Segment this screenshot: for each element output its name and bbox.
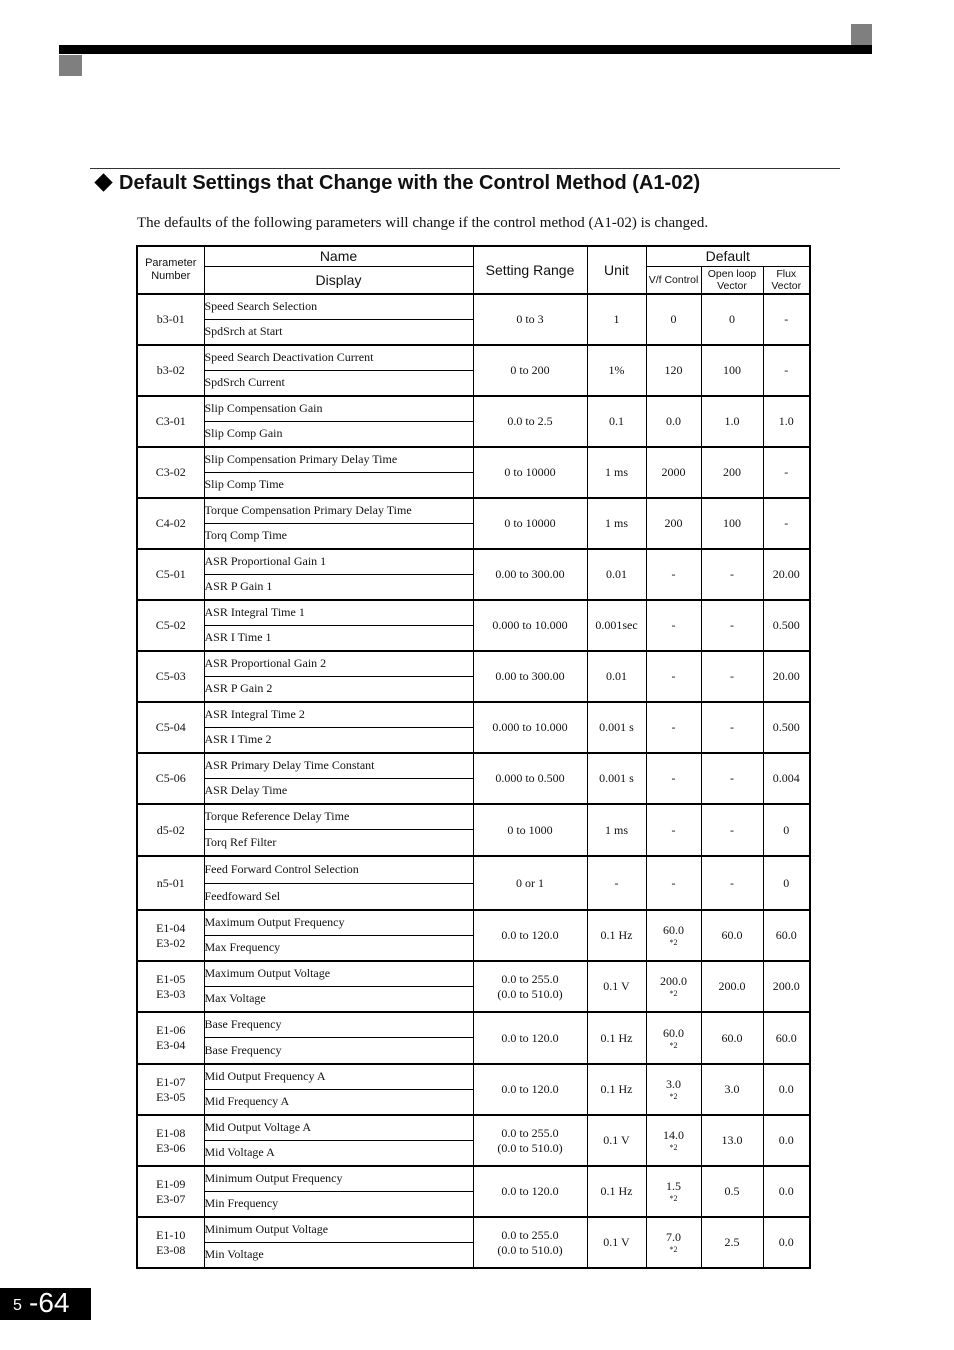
- param-number: C4-02: [155, 516, 186, 530]
- unit-cell: 0.001 s: [587, 753, 646, 804]
- page-dash-number: -64: [29, 1287, 70, 1318]
- param-display: SpdSrch at Start: [204, 319, 473, 345]
- default-vf-value: 200: [664, 516, 683, 530]
- param-display: ASR I Time 2: [204, 727, 473, 753]
- unit-cell: 1 ms: [587, 498, 646, 549]
- default-flux-cell: 0: [763, 856, 810, 910]
- header-unit: Unit: [587, 246, 646, 294]
- default-vf-value: -: [671, 720, 676, 734]
- unit-cell: 1: [587, 294, 646, 345]
- setting-range: 0 to 3: [516, 312, 544, 326]
- param-number: C5-03: [155, 669, 186, 683]
- default-vf-value: -: [671, 567, 676, 581]
- header-vf-control: V/f Control: [646, 266, 701, 294]
- param-number-cell: [137, 702, 204, 753]
- default-flux-cell: 60.0: [763, 910, 810, 961]
- setting-range: 0 to 200: [510, 363, 550, 377]
- param-display: Max Frequency: [204, 935, 473, 961]
- default-vf-value: -: [671, 669, 676, 683]
- param-number: b3-01: [156, 312, 185, 326]
- setting-range: 0 to 10000: [504, 465, 556, 479]
- unit-cell: 0.1 Hz: [587, 910, 646, 961]
- table-row: [137, 1064, 810, 1089]
- default-flux-cell: 0.500: [763, 702, 810, 753]
- header-bar: [59, 45, 872, 54]
- setting-range: 0.00 to 300.00: [495, 567, 565, 581]
- default-olv-cell: -: [701, 804, 763, 856]
- default-vf-cell: [646, 1166, 701, 1217]
- default-olv-cell: 3.0: [701, 1064, 763, 1115]
- default-flux-cell: 20.00: [763, 651, 810, 702]
- param-number: E1-04: [156, 920, 186, 935]
- param-name: Mid Output Voltage A: [204, 1115, 473, 1140]
- header-flux-vector: Flux Vector: [763, 266, 810, 294]
- default-vf-value: 2000: [661, 465, 686, 479]
- default-olv-cell: 13.0: [701, 1115, 763, 1166]
- param-number: C3-01: [155, 414, 186, 428]
- unit-cell: 0.01: [587, 549, 646, 600]
- default-olv-cell: -: [701, 600, 763, 651]
- section-rule: [90, 168, 840, 169]
- setting-range-cell: [473, 1012, 587, 1064]
- param-number: C5-01: [155, 567, 186, 581]
- footnote-ref: *2: [669, 989, 678, 998]
- param-number-cell: [137, 600, 204, 651]
- setting-range-cell: [473, 498, 587, 549]
- param-name: Maximum Output Voltage: [204, 961, 473, 986]
- setting-range-cell: [473, 651, 587, 702]
- param-number: E1-07: [156, 1074, 186, 1089]
- default-vf-value: -: [671, 618, 676, 632]
- unit-cell: 0.01: [587, 651, 646, 702]
- default-flux-cell: -: [763, 498, 810, 549]
- setting-range: 0.000 to 0.500: [495, 771, 565, 785]
- header-parameter-number: Parameter Number: [137, 246, 204, 294]
- param-display: Slip Comp Time: [204, 472, 473, 498]
- param-display: Feedfoward Sel: [204, 883, 473, 910]
- setting-range-cell: [473, 856, 587, 910]
- default-olv-cell: -: [701, 856, 763, 910]
- default-vf-cell: [646, 345, 701, 396]
- param-number-cell: [137, 1012, 204, 1064]
- param-number: E1-09: [156, 1176, 186, 1191]
- intro-paragraph: The defaults of the following parameters will change if the control method (A1-02) is changed.: [137, 215, 709, 231]
- default-vf-cell: [646, 396, 701, 447]
- setting-range: 0.0 to 255.0: [501, 1227, 559, 1242]
- default-vf-cell: [646, 1217, 701, 1268]
- table-row: [137, 651, 810, 676]
- default-flux-cell: 0.0: [763, 1115, 810, 1166]
- default-vf-cell: [646, 549, 701, 600]
- param-display: Mid Voltage A: [204, 1140, 473, 1166]
- header-setting-range: Setting Range: [473, 246, 587, 294]
- setting-range-cell: [473, 1166, 587, 1217]
- default-flux-cell: 20.00: [763, 549, 810, 600]
- param-number-cell: [137, 1064, 204, 1115]
- default-olv-cell: 200: [701, 447, 763, 498]
- default-vf-cell: [646, 651, 701, 702]
- setting-range: 0 to 1000: [507, 822, 553, 837]
- setting-range: (0.0 to 510.0): [497, 1242, 563, 1257]
- default-flux-cell: 0: [763, 804, 810, 856]
- param-display: ASR P Gain 1: [204, 574, 473, 600]
- default-vf-value: 0.0: [666, 414, 681, 428]
- param-name: ASR Integral Time 2: [204, 702, 473, 727]
- footnote-ref: *2: [669, 1194, 678, 1203]
- param-number: E1-10: [156, 1227, 186, 1242]
- param-number-cell: [137, 651, 204, 702]
- default-olv-cell: 100: [701, 345, 763, 396]
- param-name: Speed Search Deactivation Current: [204, 345, 473, 370]
- unit-cell: 0.1 Hz: [587, 1064, 646, 1115]
- table-row: [137, 702, 810, 727]
- default-olv-cell: -: [701, 651, 763, 702]
- parameter-table: [136, 245, 811, 1269]
- table-row: [137, 498, 810, 523]
- default-vf-value: 1.5: [666, 1179, 681, 1193]
- setting-range: 0 to 10000: [504, 516, 556, 530]
- setting-range-cell: [473, 600, 587, 651]
- table-row: [137, 294, 810, 319]
- footnote-ref: *2: [669, 1245, 678, 1254]
- setting-range: 0.0 to 120.0: [501, 1030, 559, 1045]
- section-title: [93, 172, 700, 195]
- table-row: [137, 910, 810, 935]
- param-number: E1-06: [156, 1023, 186, 1037]
- table-row: [137, 804, 810, 829]
- param-number-cell: [137, 1166, 204, 1217]
- default-flux-cell: 0.004: [763, 753, 810, 804]
- default-flux-cell: 0.500: [763, 600, 810, 651]
- setting-range-cell: [473, 753, 587, 804]
- param-number: E3-08: [156, 1242, 186, 1257]
- param-display: Torq Ref Filter: [204, 829, 473, 856]
- default-vf-cell: [646, 910, 701, 961]
- param-name: Slip Compensation Gain: [204, 396, 473, 421]
- default-vf-cell: [646, 294, 701, 345]
- unit-cell: 0.1 V: [587, 1217, 646, 1268]
- chapter-number: 5: [13, 1297, 22, 1314]
- param-number: E3-06: [156, 1140, 186, 1155]
- param-number-cell: [137, 753, 204, 804]
- unit-cell: 1 ms: [587, 447, 646, 498]
- param-number-cell: [137, 804, 204, 856]
- param-display: SpdSrch Current: [204, 370, 473, 396]
- default-vf-value: -: [671, 771, 676, 785]
- setting-range-cell: [473, 345, 587, 396]
- setting-range: 0.000 to 10.000: [492, 618, 568, 632]
- default-vf-value: 0: [670, 312, 677, 326]
- default-vf-value: 60.0: [663, 923, 684, 937]
- setting-range-cell: [473, 1217, 587, 1268]
- parameter-rows: [137, 294, 810, 1268]
- setting-range: (0.0 to 510.0): [497, 1140, 563, 1155]
- default-vf-cell: [646, 1064, 701, 1115]
- table-row: [137, 1012, 810, 1037]
- param-number: E3-03: [156, 986, 186, 1001]
- setting-range: 0.0 to 255.0: [501, 971, 559, 986]
- default-flux-cell: -: [763, 447, 810, 498]
- default-vf-cell: [646, 600, 701, 651]
- param-number-cell: [137, 961, 204, 1012]
- default-vf-value: 200.0: [660, 974, 687, 988]
- param-number: b3-02: [156, 363, 185, 377]
- default-vf-value: 120: [664, 363, 683, 377]
- table-row: [137, 345, 810, 370]
- param-number: C3-02: [155, 465, 186, 479]
- param-number-cell: [137, 549, 204, 600]
- header-marker-left: [59, 55, 82, 76]
- header-display: Display: [204, 266, 473, 294]
- section-title-text: Default Settings that Change with the Control Method (A1-02): [119, 172, 701, 194]
- unit-cell: 1%: [587, 345, 646, 396]
- default-olv-cell: -: [701, 702, 763, 753]
- unit-cell: 0.1 V: [587, 1115, 646, 1166]
- default-vf-cell: [646, 804, 701, 856]
- table-row: [137, 1115, 810, 1140]
- param-number: E3-04: [156, 1038, 186, 1052]
- setting-range: 0.0 to 120.0: [501, 1184, 559, 1198]
- default-vf-value: 14.0: [663, 1128, 684, 1142]
- param-name: Mid Output Frequency A: [204, 1064, 473, 1089]
- param-display: Min Frequency: [204, 1191, 473, 1217]
- footnote-ref: *2: [669, 938, 678, 947]
- param-name: Feed Forward Control Selection: [204, 856, 473, 883]
- param-number: E1-08: [156, 1125, 186, 1140]
- param-name: ASR Proportional Gain 1: [204, 549, 473, 574]
- default-olv-cell: -: [701, 753, 763, 804]
- default-flux-cell: 1.0: [763, 396, 810, 447]
- param-number: d5-02: [156, 822, 185, 837]
- default-olv-cell: 100: [701, 498, 763, 549]
- footnote-ref: *2: [669, 1040, 678, 1050]
- setting-range-cell: [473, 294, 587, 345]
- default-flux-cell: 0.0: [763, 1166, 810, 1217]
- setting-range: 0 or 1: [516, 875, 544, 890]
- default-vf-cell: [646, 498, 701, 549]
- param-name: ASR Proportional Gain 2: [204, 651, 473, 676]
- setting-range-cell: [473, 910, 587, 961]
- setting-range: 0.0 to 255.0: [501, 1125, 559, 1140]
- table-row: [137, 447, 810, 472]
- header-marker-right: [851, 24, 872, 45]
- table-row: [137, 961, 810, 986]
- default-vf-cell: [646, 447, 701, 498]
- footnote-ref: *2: [669, 1143, 678, 1152]
- param-name: Minimum Output Voltage: [204, 1217, 473, 1242]
- param-name: Torque Compensation Primary Delay Time: [204, 498, 473, 523]
- param-name: Speed Search Selection: [204, 294, 473, 319]
- setting-range-cell: [473, 1115, 587, 1166]
- setting-range: (0.0 to 510.0): [497, 986, 563, 1001]
- unit-cell: -: [587, 856, 646, 910]
- param-name: ASR Integral Time 1: [204, 600, 473, 625]
- default-olv-cell: 2.5: [701, 1217, 763, 1268]
- page-number: [0, 1288, 91, 1320]
- default-olv-cell: -: [701, 549, 763, 600]
- setting-range: 0.00 to 300.00: [495, 669, 565, 683]
- setting-range-cell: [473, 396, 587, 447]
- param-number-cell: [137, 1217, 204, 1268]
- setting-range-cell: [473, 804, 587, 856]
- param-display: Mid Frequency A: [204, 1089, 473, 1115]
- unit-cell: 1 ms: [587, 804, 646, 856]
- default-flux-cell: -: [763, 345, 810, 396]
- default-olv-cell: 60.0: [701, 910, 763, 961]
- param-display: Base Frequency: [204, 1037, 473, 1064]
- table-row: [137, 600, 810, 625]
- param-display: ASR I Time 1: [204, 625, 473, 651]
- setting-range: 0.0 to 120.0: [501, 1082, 559, 1096]
- default-vf-value: 7.0: [666, 1230, 681, 1244]
- table-row: [137, 1217, 810, 1242]
- default-vf-cell: [646, 753, 701, 804]
- default-vf-cell: [646, 1012, 701, 1064]
- param-number-cell: [137, 498, 204, 549]
- unit-cell: 0.1 Hz: [587, 1012, 646, 1064]
- setting-range: 0.0 to 2.5: [507, 414, 553, 428]
- unit-cell: 0.1: [587, 396, 646, 447]
- diamond-bullet-icon: [94, 174, 112, 192]
- header-open-loop-vector: Open loop Vector: [701, 266, 763, 294]
- param-number-cell: [137, 447, 204, 498]
- param-number-cell: [137, 910, 204, 961]
- table-row: [137, 856, 810, 883]
- setting-range-cell: [473, 549, 587, 600]
- param-name: Base Frequency: [204, 1012, 473, 1037]
- default-olv-cell: 60.0: [701, 1012, 763, 1064]
- setting-range-cell: [473, 702, 587, 753]
- header-name: Name: [204, 246, 473, 266]
- setting-range: 0.0 to 120.0: [501, 928, 559, 942]
- setting-range-cell: [473, 447, 587, 498]
- table-row: [137, 549, 810, 574]
- param-display: ASR Delay Time: [204, 778, 473, 804]
- default-vf-cell: [646, 856, 701, 910]
- unit-cell: 0.001sec: [587, 600, 646, 651]
- default-vf-value: 60.0: [663, 1025, 684, 1040]
- param-name: Minimum Output Frequency: [204, 1166, 473, 1191]
- param-number: E3-02: [156, 935, 186, 950]
- param-number: E3-07: [156, 1191, 186, 1206]
- param-name: ASR Primary Delay Time Constant: [204, 753, 473, 778]
- default-flux-cell: 200.0: [763, 961, 810, 1012]
- default-flux-cell: -: [763, 294, 810, 345]
- default-vf-value: -: [671, 875, 676, 890]
- param-name: Slip Compensation Primary Delay Time: [204, 447, 473, 472]
- default-olv-cell: 1.0: [701, 396, 763, 447]
- default-flux-cell: 60.0: [763, 1012, 810, 1064]
- header-default: Default: [646, 246, 810, 266]
- param-display: ASR P Gain 2: [204, 676, 473, 702]
- param-number-cell: [137, 1115, 204, 1166]
- unit-cell: 0.1 V: [587, 961, 646, 1012]
- param-display: Max Voltage: [204, 986, 473, 1012]
- default-olv-cell: 0.5: [701, 1166, 763, 1217]
- param-number: E3-05: [156, 1089, 186, 1104]
- param-display: Torq Comp Time: [204, 523, 473, 549]
- default-flux-cell: 0.0: [763, 1217, 810, 1268]
- param-number: n5-01: [156, 875, 185, 890]
- table-row: [137, 1166, 810, 1191]
- table-row: [137, 396, 810, 421]
- default-olv-cell: 0: [701, 294, 763, 345]
- default-vf-value: 3.0: [666, 1077, 681, 1091]
- param-number-cell: [137, 294, 204, 345]
- param-number: C5-06: [155, 771, 186, 785]
- default-olv-cell: 200.0: [701, 961, 763, 1012]
- unit-cell: 0.001 s: [587, 702, 646, 753]
- param-number: C5-04: [155, 720, 186, 734]
- param-number-cell: [137, 856, 204, 910]
- param-name: Maximum Output Frequency: [204, 910, 473, 935]
- default-vf-cell: [646, 1115, 701, 1166]
- default-flux-cell: 0.0: [763, 1064, 810, 1115]
- param-number-cell: [137, 345, 204, 396]
- unit-cell: 0.1 Hz: [587, 1166, 646, 1217]
- param-display: Min Voltage: [204, 1242, 473, 1268]
- param-number-cell: [137, 396, 204, 447]
- setting-range-cell: [473, 961, 587, 1012]
- param-display: Slip Comp Gain: [204, 421, 473, 447]
- table-row: [137, 753, 810, 778]
- setting-range-cell: [473, 1064, 587, 1115]
- footnote-ref: *2: [669, 1092, 678, 1101]
- default-vf-value: -: [671, 822, 676, 837]
- default-vf-cell: [646, 702, 701, 753]
- setting-range: 0.000 to 10.000: [492, 720, 568, 734]
- default-vf-cell: [646, 961, 701, 1012]
- param-name: Torque Reference Delay Time: [204, 804, 473, 829]
- param-number: C5-02: [155, 618, 186, 632]
- param-number: E1-05: [156, 971, 186, 986]
